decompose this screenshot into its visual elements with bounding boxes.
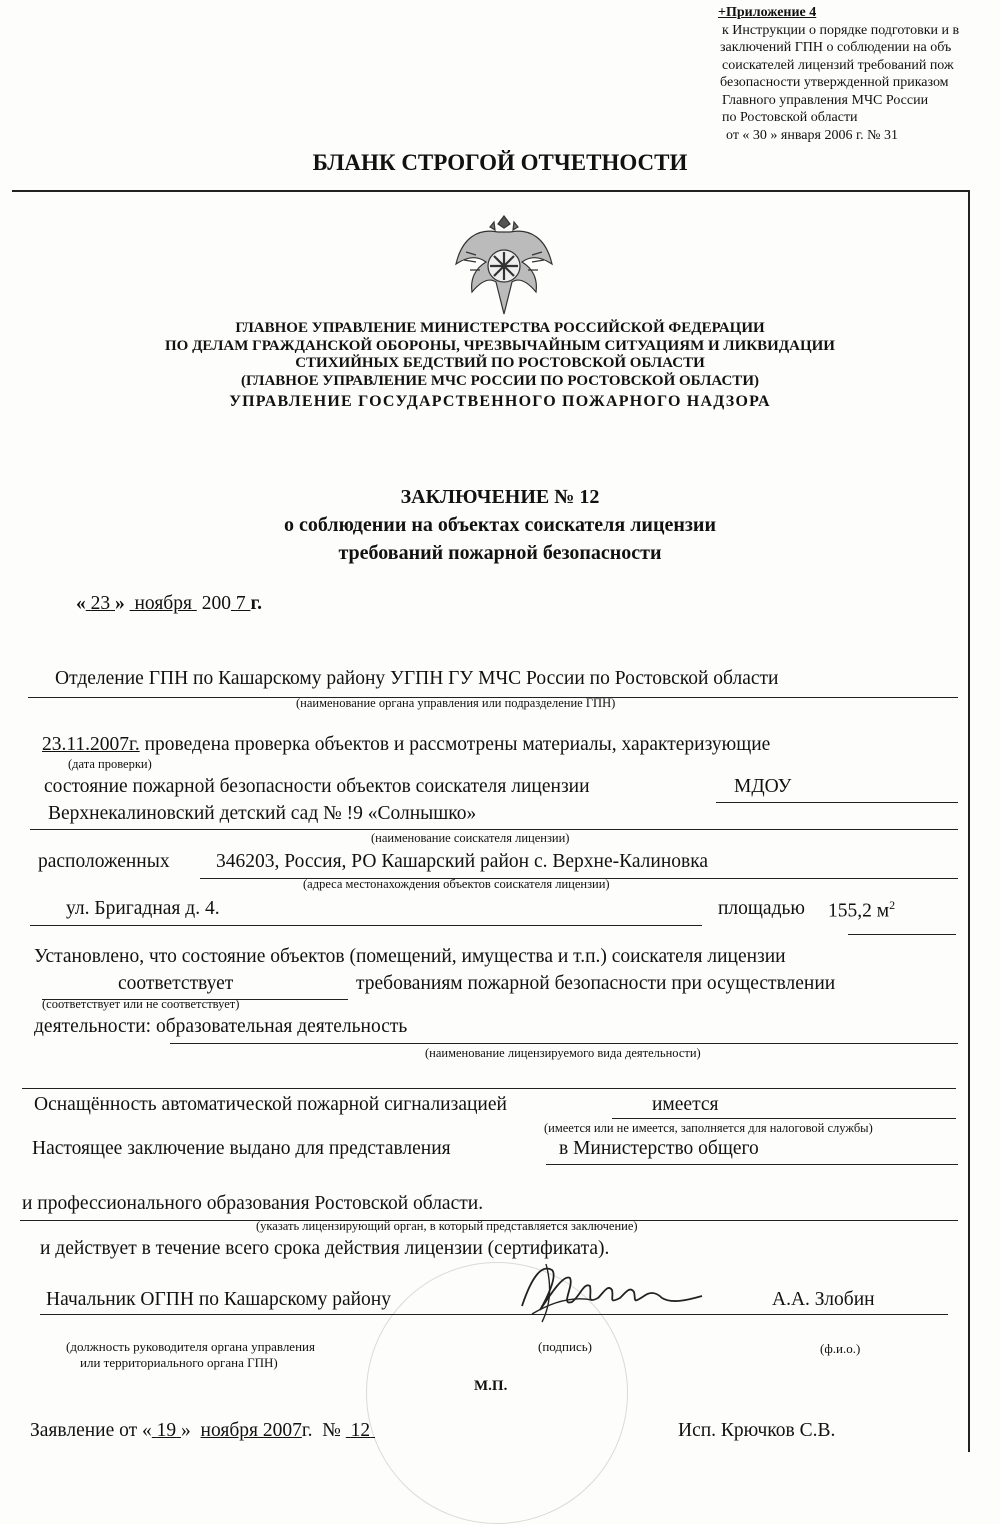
department-name: УПРАВЛЕНИЕ ГОСУДАРСТВЕННОГО ПОЖАРНОГО НАДЗОРА [229,393,771,410]
conclusion-subtitle: о соблюдении на объектах соискателя лицензии [284,514,716,536]
application-number-label: № [322,1420,341,1441]
date-year-prefix: 200 [201,593,231,614]
handwritten-signature [512,1256,712,1326]
applicant-part2: Верхнекалиновский детский сад № !9 «Солнышко» [48,803,477,824]
blank-row-line [22,1088,956,1089]
application-day: 19 [156,1420,177,1441]
activity-line [34,1016,407,1038]
area-label: площадью [718,898,805,919]
date-year-digit: 7 [235,593,246,614]
signer-name: А.А. Злобин [772,1289,875,1310]
name-hint: (ф.и.о.) [820,1341,861,1356]
alarm-underline [612,1118,956,1119]
appendix-line: от « 30 » января 2006 г. № 31 [726,127,898,143]
application-number: 12 [350,1420,371,1441]
appendix-line: по Ростовской области [722,110,858,125]
appendix-line: к Инструкции о порядке подготовки и в [722,22,960,38]
signer-position: Начальник ОГПН по Кашарскому району [46,1289,391,1310]
activity-value: образовательная деятельность [155,1016,408,1037]
application-line [30,1420,375,1442]
conclusion-title-block [0,483,1000,567]
position-hint-1: (должность руководителя органа управления [66,1339,315,1354]
application-month: ноября 2007 [200,1420,302,1441]
appendix-heading: +Приложение 4 [718,5,817,20]
street-value: ул. Бригадная д. 4. [66,898,220,919]
organization-line: ПО ДЕЛАМ ГРАЖДАНСКОЙ ОБОРОНЫ, ЧРЕЗВЫЧАЙНЫМ СИТУАЦИЯМ И ЛИКВИДАЦИИ [165,337,835,354]
alarm-value: имеется [652,1094,719,1115]
check-date: 23.11.2007г. [42,734,140,755]
date-day: 23 [90,593,111,614]
appendix-line: безопасности утвержденной приказом [720,75,949,90]
located-label: расположенных [38,851,170,872]
issued-hint: (указать лицензирующий орган, в который представляется заключение) [256,1219,638,1233]
authority-value: Отделение ГПН по Кашарскому району УГПН ГУ МЧС России по Ростовской области [55,668,779,689]
issued-to-1: в Министерство общего [559,1138,759,1159]
appendix-block [712,4,959,144]
issued-underline-1 [546,1164,958,1165]
activity-underline [170,1043,958,1044]
appendix-line: соискателей лицензий требований пож [722,57,954,73]
date-month: ноября [134,593,192,614]
check-text: проведена проверка объектов и рассмотрены материалы, характеризующие [144,734,771,755]
compliance-hint: (соответствует или не соответствует) [42,997,240,1011]
area-value: 155,2 $м^2$ [828,898,896,922]
organization-line: (ГЛАВНОЕ УПРАВЛЕНИЕ МЧС РОССИИ ПО РОСТОВСКОЙ ОБЛАСТИ) [241,372,759,389]
application-close-quote: » [181,1420,191,1441]
applicant-part1: МДОУ [734,776,792,797]
date-suffix: г. [250,593,262,614]
executor: Исп. Крючков С.В. [678,1420,836,1441]
emercom-emblem-icon [448,208,560,320]
date-open-quote: « [76,593,86,614]
authority-hint: (наименование органа управления или подразделение ГПН) [296,696,616,710]
seal-place-label: М.П. [474,1378,508,1394]
organization-line: ГЛАВНОЕ УПРАВЛЕНИЕ МИНИСТЕРСТВА РОССИЙСКОЙ ФЕДЕРАЦИИ [235,320,765,336]
applicant-underline-2 [30,829,958,830]
appendix-line: заключений ГПН о соблюдении на объ [720,40,952,55]
applicant-underline-1 [716,802,958,803]
activity-hint: (наименование лицензируемого вида деятельности) [425,1046,701,1060]
activity-label: деятельности: [34,1016,152,1037]
date-close-quote: » [115,593,125,614]
application-label: Заявление от « [30,1420,152,1441]
issued-to-2: и профессионального образования Ростовской области. [22,1193,484,1214]
area-superscript: 2 [889,898,896,912]
street-underline [30,925,702,926]
organization-header [0,320,1000,411]
validity-text: и действует в течение всего срока действия лицензии (сертификата). [40,1238,610,1259]
state-text: состояние пожарной безопасности объектов соискателя лицензии [44,776,590,797]
blank-title: БЛАНК СТРОГОЙ ОТЧЕТНОСТИ [312,150,688,175]
address-value: 346203, Россия, РО Кашарский район с. Верхне-Калиновка [216,851,709,872]
requirements-text: требованиям пожарной безопасности при осуществлении [356,973,836,994]
compliance-value: соответствует [118,973,234,994]
position-hint-2: или территориального органа ГПН) [80,1355,278,1370]
conclusion-date [76,593,262,615]
check-line [42,734,770,756]
alarm-label: Оснащённость автоматической пожарной сигнализацией [34,1094,507,1115]
conclusion-subtitle: требований пожарной безопасности [338,542,662,564]
check-date-hint: (дата проверки) [68,757,152,771]
issued-label: Настоящее заключение выдано для представления [32,1138,451,1159]
application-year-suffix: г. [301,1420,313,1441]
alarm-hint: (имеется или не имеется, заполняется для налоговой службы) [544,1121,873,1135]
organization-line: СТИХИЙНЫХ БЕДСТВИЙ ПО РОСТОВСКОЙ ОБЛАСТИ [295,355,705,371]
address-hint: (адреса местонахождения объектов соискателя лицензии) [303,877,610,891]
applicant-hint: (наименование соискателя лицензии) [371,831,570,845]
conclusion-title: ЗАКЛЮЧЕНИЕ № 12 [400,486,600,508]
area-underline [848,934,956,935]
established-text: Установлено, что состояние объектов (помещений, имущества и т.п.) соискателя лицензии [34,946,786,967]
signature-hint: (подпись) [538,1339,592,1354]
appendix-line: Главного управления МЧС России [722,92,929,108]
